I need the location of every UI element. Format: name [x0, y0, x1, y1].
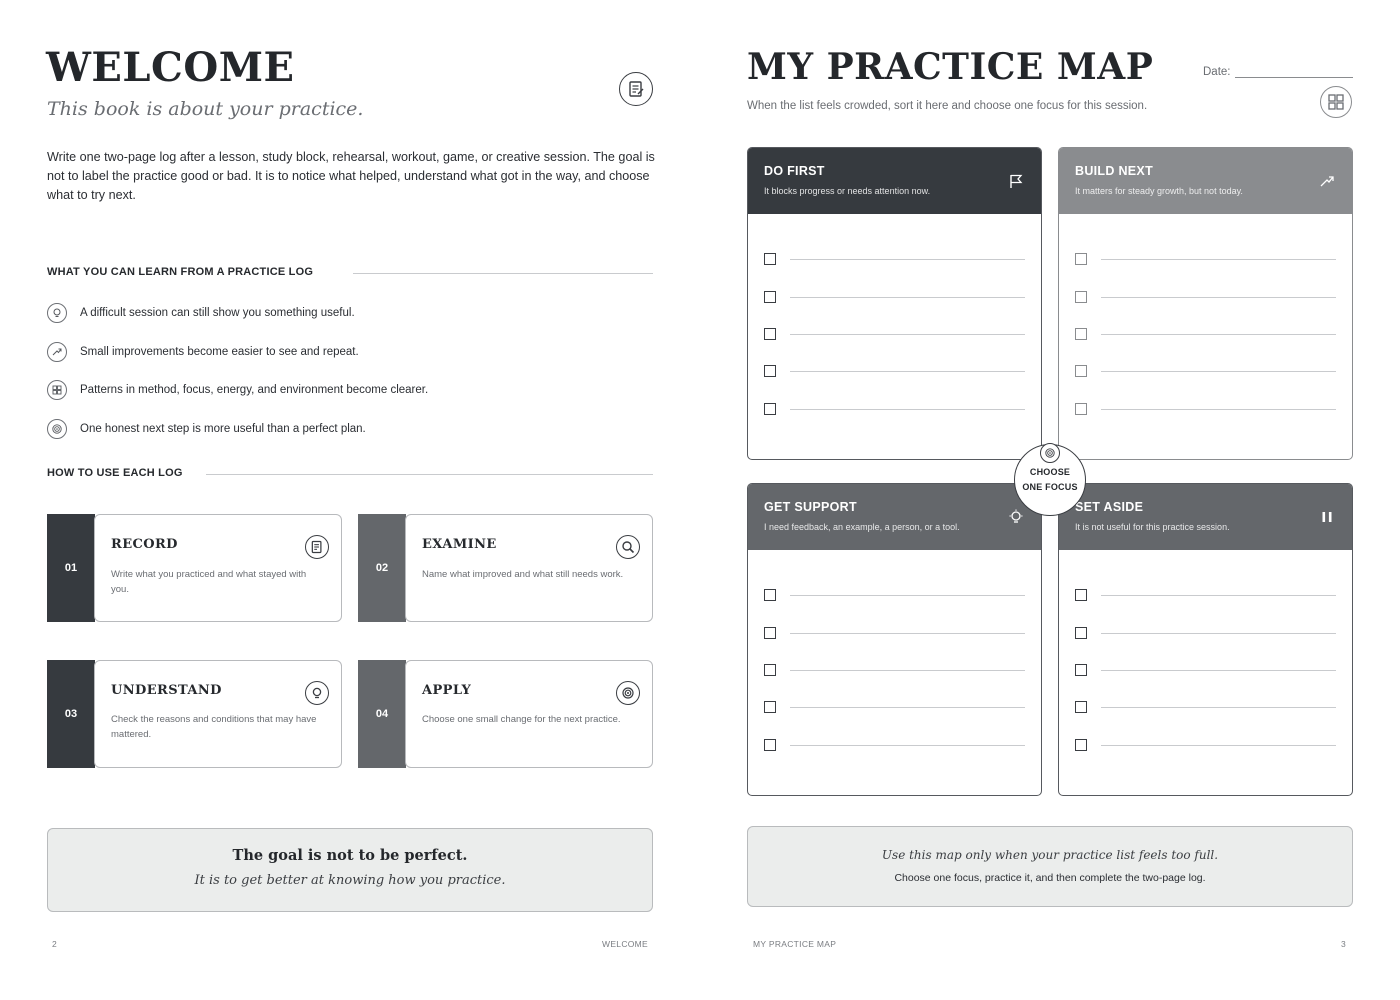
- lightbulb-icon: [305, 681, 329, 705]
- step-title: APPLY: [422, 683, 472, 698]
- quadrant-header: [748, 484, 1041, 550]
- step-title: EXAMINE: [422, 537, 497, 552]
- list-item: [47, 341, 667, 363]
- checklist-row[interactable]: [1075, 588, 1336, 602]
- quadrant-subtitle: It is not useful for this practice session.: [1075, 522, 1230, 532]
- list-item-text: One honest next step is more useful than a perfect plan.: [80, 423, 366, 435]
- lightbulb-icon: [1007, 508, 1025, 526]
- checkbox[interactable]: [1075, 328, 1087, 340]
- page-subtitle: When the list feels crowded, sort it here and choose one focus for this session.: [747, 100, 1148, 112]
- quadrant-title: DO FIRST: [764, 164, 825, 178]
- checkbox[interactable]: [764, 291, 776, 303]
- step-description: Check the reasons and conditions that may have mattered.: [111, 714, 317, 740]
- writing-line[interactable]: [1101, 297, 1336, 298]
- checklist-row[interactable]: [764, 588, 1025, 602]
- target-icon: [1040, 443, 1060, 463]
- step-number: 01: [47, 514, 95, 622]
- quadrant-do-first: [747, 147, 1042, 460]
- lightbulb-icon: [47, 303, 67, 323]
- checklist-row[interactable]: [1075, 290, 1336, 304]
- target-icon: [616, 681, 640, 705]
- list-item-text: Patterns in method, focus, energy, and environment become clearer.: [80, 384, 429, 396]
- trend-up-icon: [1318, 172, 1336, 190]
- writing-line[interactable]: [1101, 745, 1336, 746]
- checklist-row[interactable]: [764, 402, 1025, 416]
- list-item: [47, 302, 667, 324]
- checkbox[interactable]: [1075, 403, 1087, 415]
- page-number: 2: [52, 939, 58, 949]
- quadrant-title: BUILD NEXT: [1075, 164, 1153, 178]
- grid-icon: [47, 380, 67, 400]
- writing-line[interactable]: [1101, 670, 1336, 671]
- note-text: Choose one focus, practice it, and then complete the two-page log.: [894, 872, 1206, 884]
- writing-line[interactable]: [790, 595, 1025, 596]
- note-box: [747, 826, 1353, 907]
- target-icon: [47, 419, 67, 439]
- section-divider: [206, 474, 653, 475]
- writing-line[interactable]: [1101, 707, 1336, 708]
- page-subtitle: This book is about your practice.: [47, 98, 364, 120]
- checkbox[interactable]: [1075, 701, 1087, 713]
- checklist-row[interactable]: [764, 626, 1025, 640]
- focus-badge-line1: CHOOSE: [1029, 467, 1071, 477]
- section-title-use: HOW TO USE EACH LOG: [47, 467, 183, 479]
- step-description: Write what you practiced and what stayed with you.: [111, 569, 307, 595]
- step-card-examine: [405, 514, 653, 622]
- step-card-record: [94, 514, 342, 622]
- checkbox[interactable]: [764, 589, 776, 601]
- writing-line[interactable]: [1101, 334, 1336, 335]
- note-italic: Use this map only when your practice list feels too full.: [881, 848, 1219, 862]
- checklist-row[interactable]: [1075, 402, 1336, 416]
- list-item-text: Small improvements become easier to see and repeat.: [80, 346, 359, 358]
- flag-icon: [1007, 172, 1025, 190]
- list-item: [47, 379, 667, 401]
- quadrant-subtitle: I need feedback, an example, a person, or a tool.: [764, 522, 960, 532]
- quadrant-title: GET SUPPORT: [764, 500, 857, 514]
- checklist-row[interactable]: [764, 364, 1025, 378]
- step-title: RECORD: [111, 537, 178, 552]
- step-card-apply: [405, 660, 653, 768]
- checklist-row[interactable]: [764, 252, 1025, 266]
- page-title: MY PRACTICE MAP: [747, 46, 1154, 88]
- trend-up-icon: [47, 342, 67, 362]
- writing-line[interactable]: [790, 259, 1025, 260]
- checkbox[interactable]: [1075, 627, 1087, 639]
- journal-icon: [305, 535, 329, 559]
- checklist-row[interactable]: [1075, 626, 1336, 640]
- checklist-row[interactable]: [764, 738, 1025, 752]
- checklist-row[interactable]: [764, 327, 1025, 341]
- checkbox[interactable]: [1075, 589, 1087, 601]
- checkbox[interactable]: [764, 365, 776, 377]
- checklist-row[interactable]: [1075, 663, 1336, 677]
- footer-label: WELCOME: [602, 939, 649, 949]
- checkbox[interactable]: [764, 739, 776, 751]
- checkbox[interactable]: [1075, 664, 1087, 676]
- intro-paragraph: Write one two-page log after a lesson, study block, rehearsal, workout, game, or creative session. The goal is not to label the practice good or bad. It is to notice what helped, understand what got in the way, and choose what to try next.: [47, 150, 655, 202]
- quadrant-header: [748, 148, 1041, 214]
- writing-line[interactable]: [790, 745, 1025, 746]
- writing-line[interactable]: [790, 334, 1025, 335]
- quadrant-build-next: [1058, 147, 1353, 460]
- step-number: 04: [358, 660, 406, 768]
- writing-line[interactable]: [790, 633, 1025, 634]
- step-description: Choose one small change for the next practice.: [422, 714, 621, 725]
- checkbox[interactable]: [764, 664, 776, 676]
- step-card-understand: [94, 660, 342, 768]
- writing-line[interactable]: [1101, 259, 1336, 260]
- checkbox[interactable]: [1075, 739, 1087, 751]
- section-title-learn: WHAT YOU CAN LEARN FROM A PRACTICE LOG: [47, 266, 314, 278]
- quote-box: [47, 828, 653, 912]
- checklist-row[interactable]: [764, 290, 1025, 304]
- footer-label: MY PRACTICE MAP: [753, 939, 837, 949]
- checklist-row[interactable]: [1075, 364, 1336, 378]
- focus-badge-line2: ONE FOCUS: [1022, 482, 1078, 492]
- checkbox[interactable]: [764, 701, 776, 713]
- checklist-row[interactable]: [764, 700, 1025, 714]
- checkbox[interactable]: [764, 403, 776, 415]
- page-number: 3: [1341, 939, 1347, 949]
- quote-subline: It is to get better at knowing how you practice.: [194, 873, 506, 888]
- checkbox[interactable]: [1075, 365, 1087, 377]
- date-field[interactable]: [1203, 66, 1353, 78]
- step-number: 02: [358, 514, 406, 622]
- checkbox[interactable]: [764, 253, 776, 265]
- writing-line[interactable]: [1101, 633, 1336, 634]
- quadrant-set-aside: [1058, 483, 1353, 796]
- writing-line[interactable]: [1101, 371, 1336, 372]
- journal-icon: [619, 72, 653, 106]
- checklist-row[interactable]: [1075, 700, 1336, 714]
- writing-line[interactable]: [790, 297, 1025, 298]
- checkbox[interactable]: [1075, 291, 1087, 303]
- list-item-text: A difficult session can still show you something useful.: [80, 307, 355, 319]
- checkbox[interactable]: [764, 328, 776, 340]
- pause-icon: [1318, 508, 1336, 526]
- writing-line[interactable]: [790, 409, 1025, 410]
- date-label: Date:: [1203, 66, 1231, 78]
- checkbox[interactable]: [1075, 253, 1087, 265]
- date-line[interactable]: [1235, 67, 1353, 78]
- quadrant-header: [1059, 148, 1352, 214]
- checklist-row[interactable]: [1075, 738, 1336, 752]
- step-title: UNDERSTAND: [111, 683, 222, 698]
- writing-line[interactable]: [1101, 409, 1336, 410]
- writing-line[interactable]: [1101, 595, 1336, 596]
- list-item: [47, 418, 667, 440]
- checklist-row[interactable]: [764, 663, 1025, 677]
- quadrant-get-support: [747, 483, 1042, 796]
- writing-line[interactable]: [790, 670, 1025, 671]
- step-number: 03: [47, 660, 95, 768]
- section-divider: [353, 273, 653, 274]
- checklist-row[interactable]: [1075, 327, 1336, 341]
- quadrant-subtitle: It matters for steady growth, but not today.: [1075, 186, 1243, 196]
- checklist-row[interactable]: [1075, 252, 1336, 266]
- writing-line[interactable]: [790, 707, 1025, 708]
- grid-icon: [1320, 86, 1352, 118]
- quadrant-title: SET ASIDE: [1075, 500, 1144, 514]
- quadrant-subtitle: It blocks progress or needs attention now.: [764, 186, 931, 196]
- quote-headline: The goal is not to be perfect.: [232, 847, 468, 864]
- quadrant-header: [1059, 484, 1352, 550]
- step-description: Name what improved and what still needs work.: [422, 569, 624, 580]
- search-icon: [616, 535, 640, 559]
- checkbox[interactable]: [764, 627, 776, 639]
- page-title: WELCOME: [46, 44, 295, 91]
- writing-line[interactable]: [790, 371, 1025, 372]
